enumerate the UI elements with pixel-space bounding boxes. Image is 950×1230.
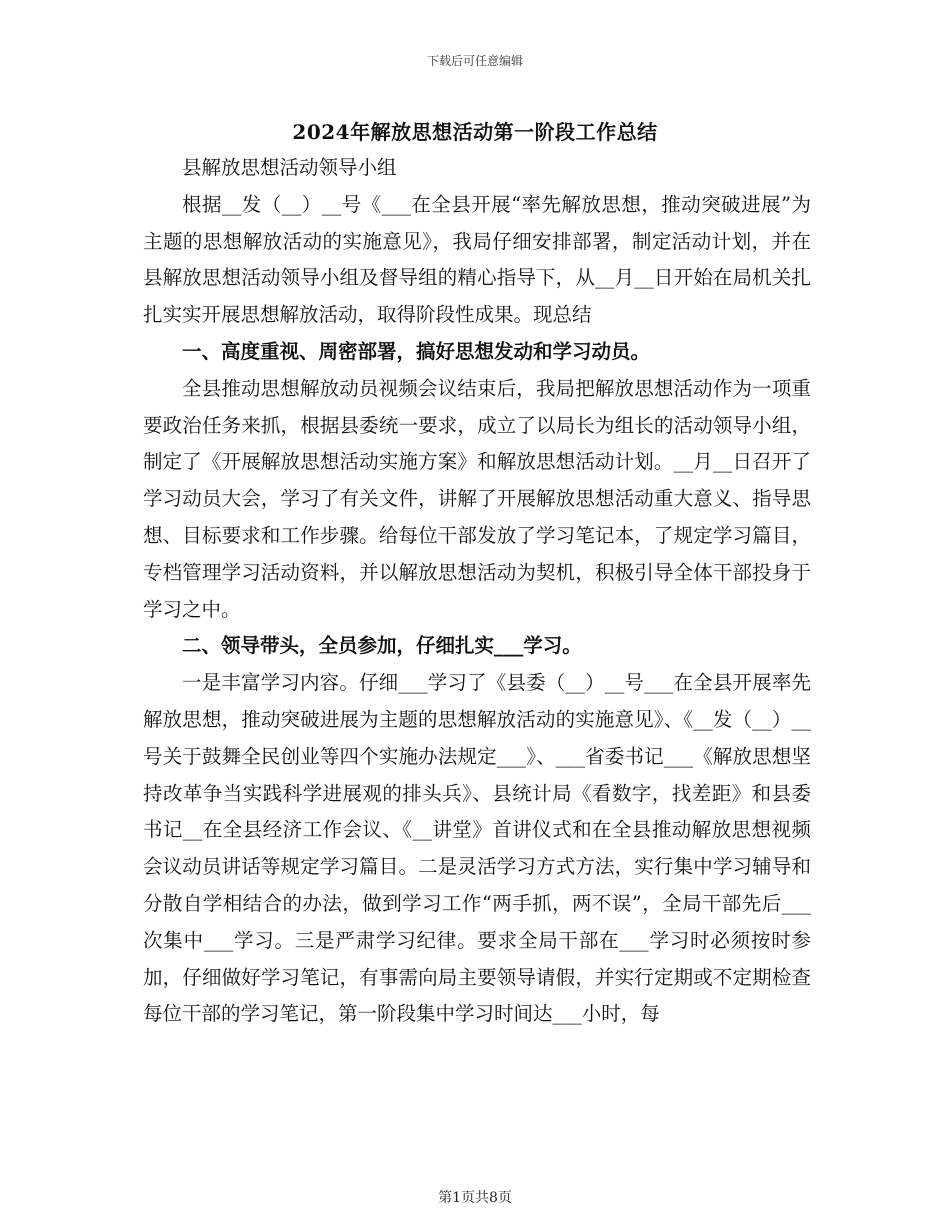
- section-heading-1: 一、高度重视、周密部署，搞好思想发动和学习动员。: [182, 339, 651, 363]
- paragraph-author: 县解放思想活动领导小组: [182, 156, 397, 179]
- section-heading-2: 二、领导带头，全员参加，仔细扎实___学习。: [182, 634, 582, 658]
- paragraph-section-1: 全县推动思想解放动员视频会议结束后，我局把解放思想活动作为一项重要政治任务来抓，根据县委统一要求，成立了以局长为组长的活动领导小组，制定了《开展解放思想活动实施方案》和解放思想活动计划。__月__日召开了学习动员大会，学习了有关文件，讲解了开展解放思想活动重大意义、指导思想、目标要求和工作步骤。给每位干部发放了学习笔记本，了规定学习篇目，专档管理学习活动资料，并以解放思想活动为契机，积极引导全体干部投身于学习之中。: [143, 376, 811, 621]
- paragraph-section-2: 一是丰富学习内容。仔细___学习了《县委（__）__号___在全县开展率先解放思想，推动突破进展为主题的思想解放活动的实施意见》、《__发（__）__号关于鼓舞全民创业等四个实施办法规定___》、___省委书记___《解放思想坚持改革争当实践科学进展观的排头兵》、县统计局《看数字，找差距》和县委书记__在全县经济工作会议、《__讲堂》首讲仪式和在全县推动解放思想视频会议动员讲话等规定学习篇目。二是灵活学习方式方法，实行集中学习辅导和分散自学相结合的办法，做到学习工作“两手抓，两不误”，全局干部先后___次集中___学习。三是严肃学习纪律。要求全局干部在___学习时必须按时参加，仔细做好学习笔记，有事需向局主要领导请假，并实行定期或不定期检查每位干部的学习笔记，第一阶段集中学习时间达___小时，每: [143, 671, 811, 1026]
- page-number: 第1页共8页: [438, 1190, 512, 1206]
- paragraph-intro: 根据__发（__）__号《___在全县开展“率先解放思想，推动突破进展”为主题的思想解放活动的实施意见》，我局仔细安排部署，制定活动计划，并在县解放思想活动领导小组及督导组的精心指导下，从__月__日开始在局机关扎扎实实开展思想解放活动，取得阶段性成果。现总结: [143, 192, 811, 327]
- page-header-note: 下载后可任意编辑: [426, 54, 523, 68]
- document-body: [143, 150, 811, 1033]
- document-title: 2024年解放思想活动第一阶段工作总结: [292, 120, 658, 144]
